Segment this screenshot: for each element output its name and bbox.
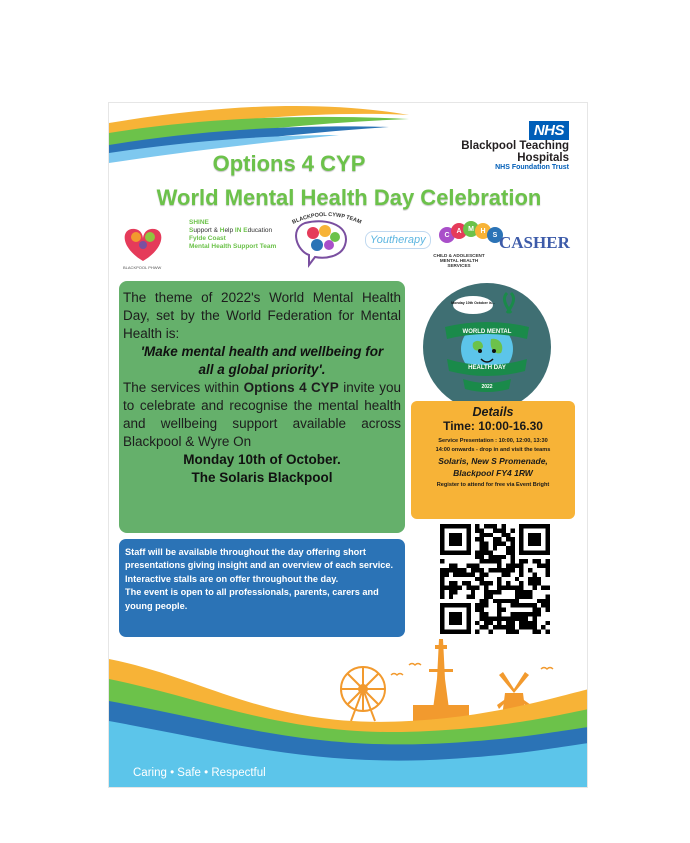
badge-ribbon-bottom: HEALTH DAY bbox=[468, 365, 506, 371]
details-location-2: Blackpool FY4 1RW bbox=[453, 468, 533, 478]
qr-code[interactable] bbox=[440, 524, 550, 634]
blackpool-skyline-art bbox=[109, 639, 588, 788]
camhs-label: CHILD & ADOLESCENT MENTAL HEALTH SERVICES bbox=[433, 253, 485, 268]
svg-text:S: S bbox=[492, 232, 498, 239]
info-line-2: Interactive stalls are on offer throughout the day. bbox=[125, 573, 339, 584]
camhs-letters bbox=[439, 225, 499, 249]
info-line-1: Staff will be available throughout the day offering short presentations giving insight and an overview of each service. bbox=[125, 547, 394, 571]
details-title: Details bbox=[472, 405, 514, 419]
nhs-logo: NHS bbox=[529, 121, 569, 140]
footer-values: Caring • Safe • Respectful bbox=[133, 767, 266, 779]
svg-text:H: H bbox=[480, 228, 486, 235]
youtherapy-logo: Youtherapy bbox=[365, 231, 431, 249]
event-venue: The Solaris Blackpool bbox=[191, 470, 333, 485]
theme-quote-1: 'Make mental health and wellbeing for bbox=[140, 344, 384, 359]
birds-icon bbox=[391, 664, 553, 676]
wmhd-badge-art bbox=[423, 283, 551, 411]
info-line-3: The event is open to all professionals, parents, carers and young people. bbox=[125, 587, 379, 611]
nhs-logo-block bbox=[461, 120, 569, 171]
casher-logo: CASHER bbox=[499, 233, 570, 252]
svg-text:A: A bbox=[456, 228, 462, 235]
poster bbox=[108, 102, 588, 788]
theme-intro: The theme of 2022's World Mental Health Day, set by the World Federation for Mental Health is: bbox=[123, 290, 401, 341]
nhs-trust-name: NHS Foundation Trust bbox=[495, 164, 569, 171]
shine-line4: Mental Health Support Team bbox=[189, 243, 277, 250]
shine-text bbox=[189, 219, 276, 251]
details-box bbox=[411, 401, 575, 519]
theme-quote-2: all a global priority'. bbox=[198, 362, 326, 377]
event-date: Monday 10th of October. bbox=[183, 452, 341, 467]
svg-text:BLACKPOOL CYWP TEAM bbox=[291, 212, 362, 225]
badge-bubble-text: Monday 10th October is... bbox=[451, 301, 495, 305]
cywp-label bbox=[287, 211, 367, 225]
cywp-text: BLACKPOOL CYWP TEAM bbox=[291, 211, 363, 225]
theme-box bbox=[119, 281, 405, 533]
svg-text:M: M bbox=[468, 226, 474, 233]
badge-year: 2022 bbox=[481, 384, 493, 390]
details-register: Register to attend for free via Event Bright bbox=[436, 482, 550, 488]
nhs-org-name-1: Blackpool Teaching bbox=[461, 140, 569, 152]
details-time: Time: 10:00-16.30 bbox=[443, 419, 543, 433]
poster-title: Options 4 CYP bbox=[212, 151, 366, 176]
details-presentations: Service Presentation : 10:00, 12:00, 13:30 bbox=[438, 438, 548, 444]
poster-subtitle: World Mental Health Day Celebration bbox=[156, 185, 542, 210]
theme-body: The services within Options 4 CYP invite you to celebrate and recognise the mental health and wellbeing support available across Blackpool & Wyre On bbox=[123, 380, 401, 449]
blackpool-logo-label: BLACKPOOL PHWW bbox=[123, 265, 162, 270]
nhs-org-name-2: Hospitals bbox=[517, 152, 569, 164]
svg-text:C: C bbox=[444, 232, 450, 239]
blackpool-heart-logo bbox=[125, 229, 162, 261]
shine-line2: Support & Help IN Education bbox=[189, 227, 273, 234]
badge-ribbon-top: WORLD MENTAL bbox=[462, 329, 512, 335]
blackpool-tower-icon bbox=[413, 639, 469, 725]
details-dropin: 14:00 onwards - drop in and visit the teams bbox=[435, 447, 551, 453]
details-location-1: Solaris, New S Promenade, bbox=[438, 456, 548, 466]
shine-line3: Fylde Coast bbox=[189, 235, 226, 242]
info-box bbox=[119, 539, 405, 637]
ferris-wheel-icon bbox=[341, 667, 385, 721]
shine-title: SHINE bbox=[189, 219, 209, 226]
cywp-brain-logo bbox=[296, 221, 346, 265]
